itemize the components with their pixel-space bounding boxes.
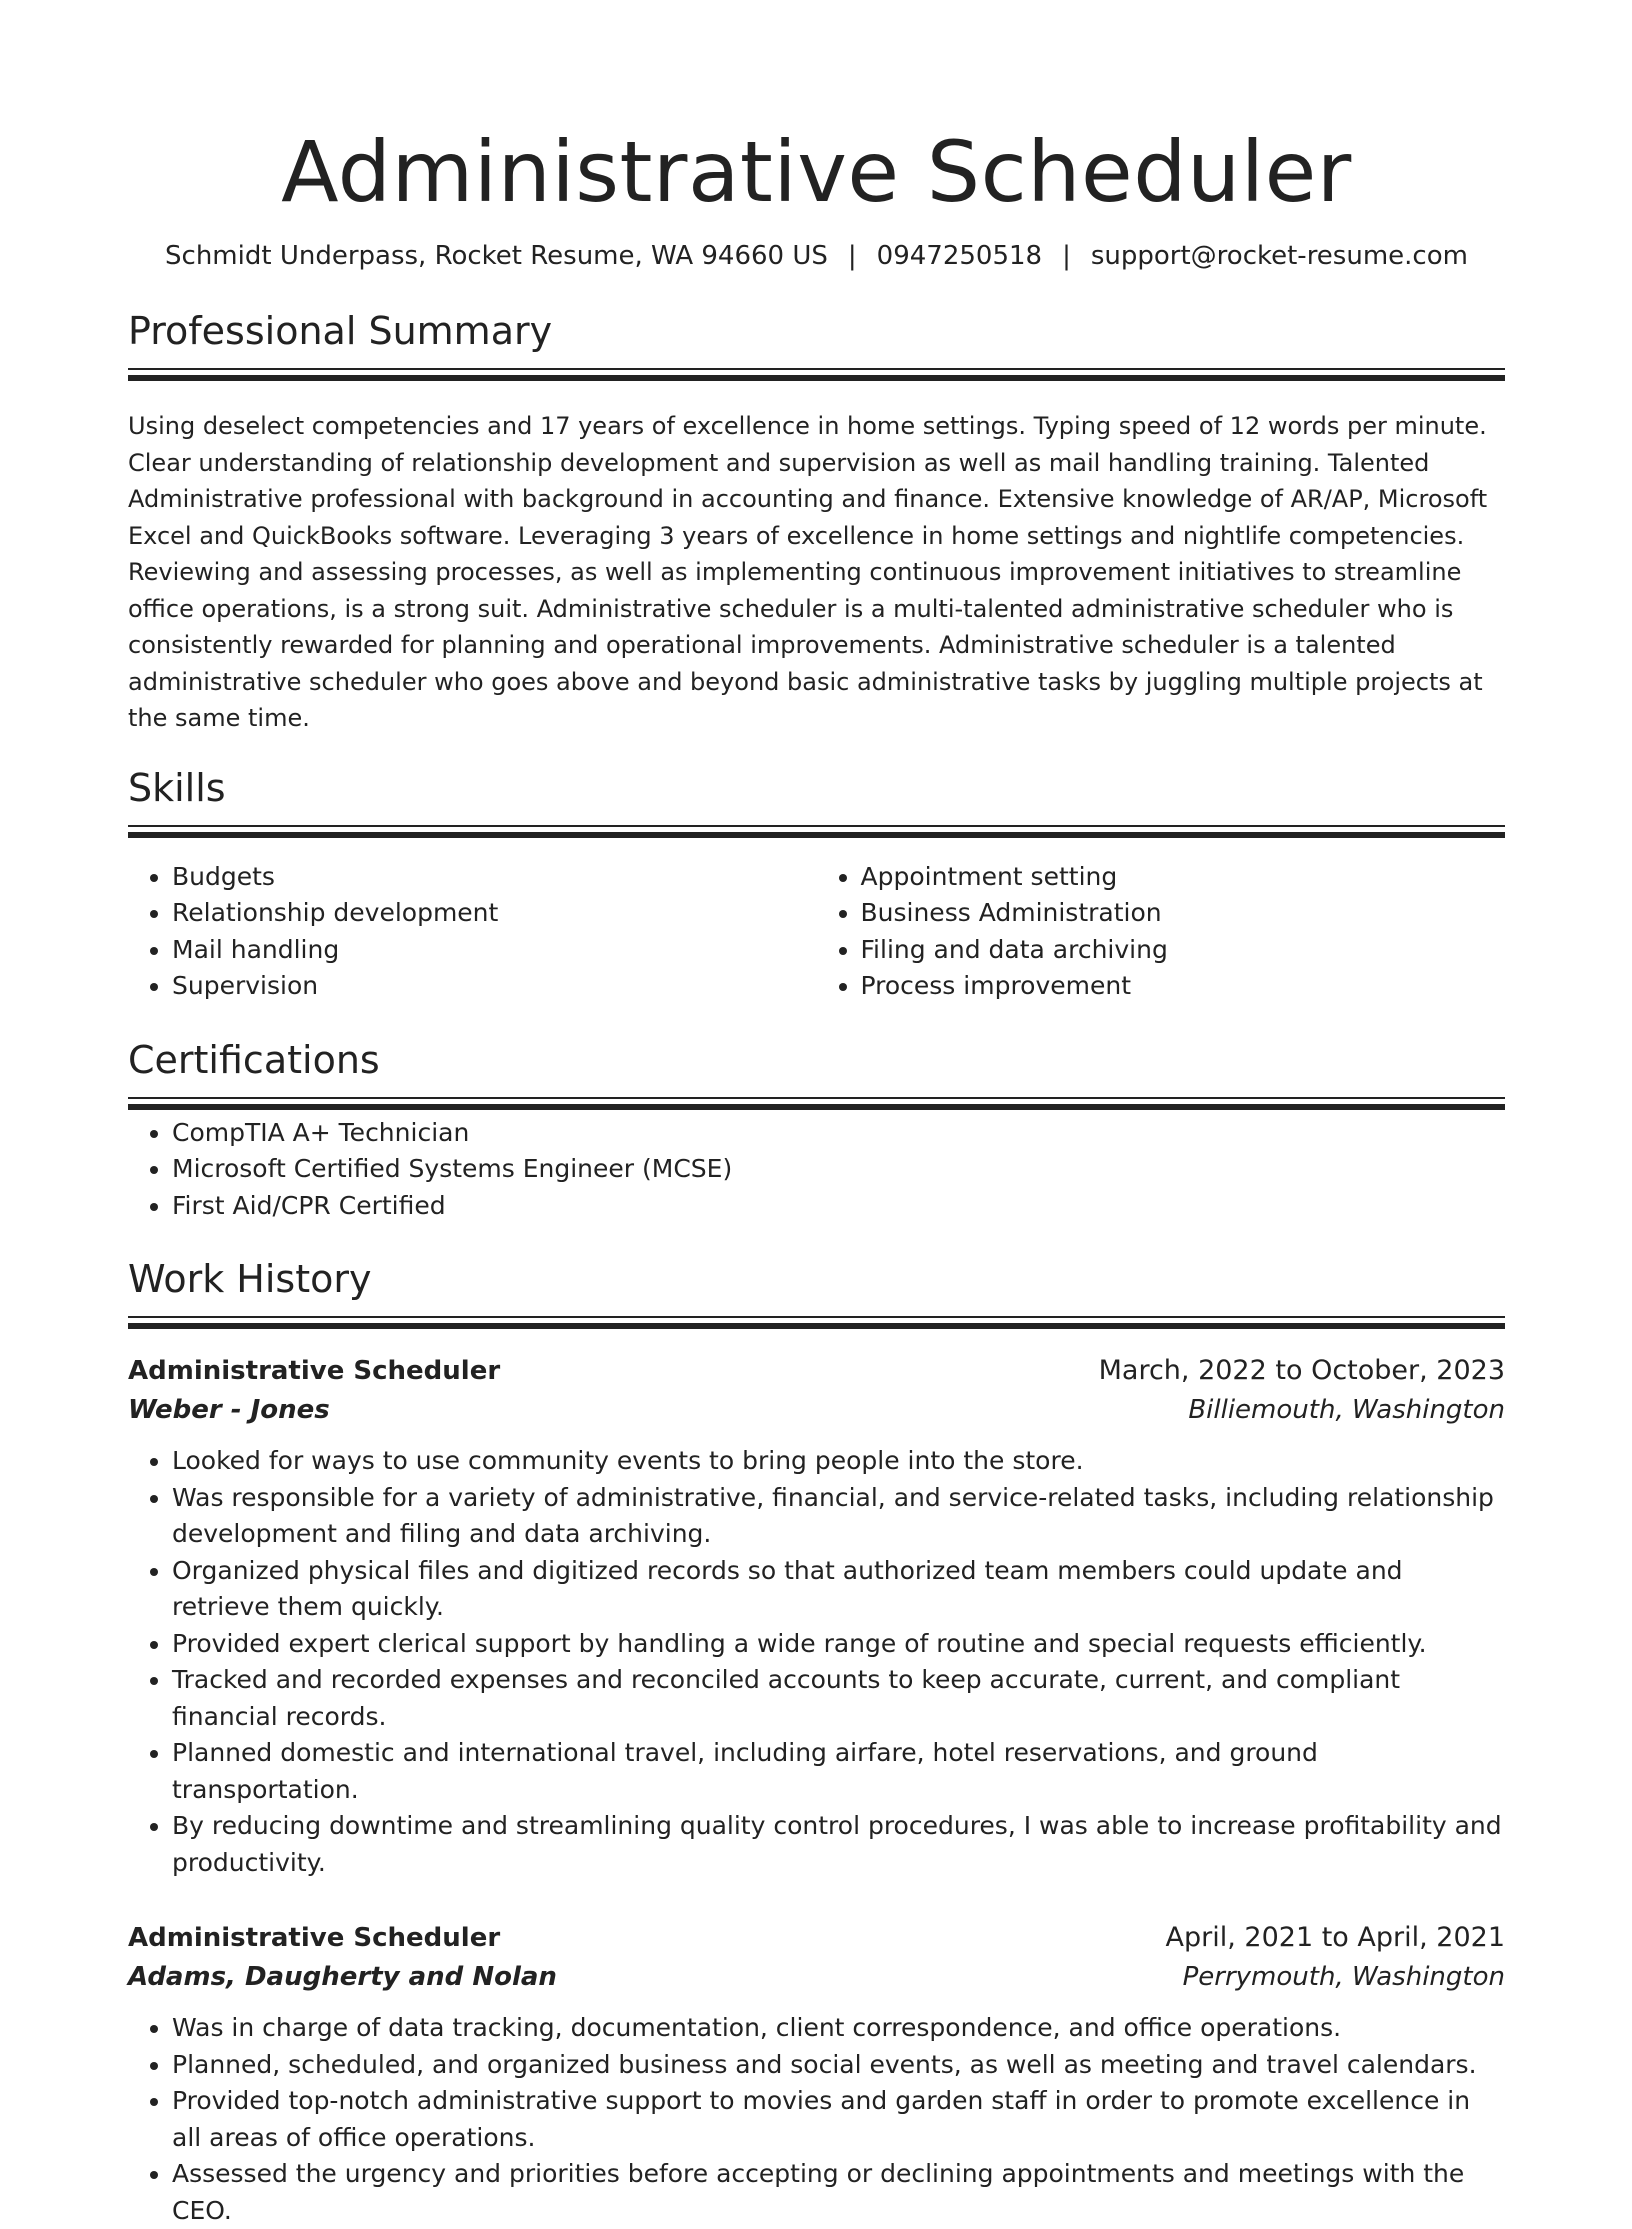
job-duty-item: • Looked for ways to use community events to bring people into the store. bbox=[172, 1443, 1505, 1480]
section-divider bbox=[128, 825, 1505, 843]
section-divider bbox=[128, 368, 1505, 386]
job-duty-item: • Planned domestic and international travel, including airfare, hotel reservations, and ground transportation. bbox=[172, 1735, 1505, 1808]
certification-item: • CompTIA A+ Technician bbox=[172, 1115, 1505, 1152]
job-dates: March, 2022 to October, 2023 bbox=[1098, 1355, 1505, 1386]
summary-text: Using deselect competencies and 17 years of excellence in home settings. Typing speed of 12 words per minute. Clear understanding of relationship development and supervision as well as mail handling training. Talented Administrative professional with background in accounting and finance. Extensive knowledge of AR/AP, Microsoft Excel and QuickBooks software. Leveraging 3 years of excellence in home settings and nightlife competencies. Reviewing and assessing processes, as well as implementing continuous improvement initiatives to streamline office operations, is a strong suit. Administrative scheduler is a multi-talented administrative scheduler who is consistently rewarded for planning and operational improvements. Administrative scheduler is a talented administrative scheduler who goes above and beyond basic administrative tasks by juggling multiple projects at the same time. bbox=[128, 412, 1488, 732]
certification-item: • First Aid/CPR Certified bbox=[172, 1188, 1505, 1225]
job-company: Adams, Daugherty and Nolan bbox=[128, 1962, 557, 1992]
job-title: Administrative Scheduler bbox=[128, 1923, 501, 1953]
job-duties-list bbox=[128, 2010, 1505, 2229]
skill-item: • Budgets bbox=[172, 859, 817, 896]
contact-separator: | bbox=[847, 241, 857, 271]
skills-list-right bbox=[817, 859, 1506, 1005]
skill-item: • Process improvement bbox=[861, 968, 1506, 1005]
job-duty-item: • Was in charge of data tracking, documentation, client correspondence, and office operations. bbox=[172, 2010, 1505, 2047]
job-employer-row bbox=[128, 1957, 1505, 1997]
contact-phone: 0947250518 bbox=[876, 241, 1043, 271]
job-duty-item: • Planned, scheduled, and organized business and social events, as well as meeting and travel calendars. bbox=[172, 2047, 1505, 2084]
skills-heading: Skills bbox=[128, 765, 226, 810]
job-location: Perrymouth, Washington bbox=[1182, 1962, 1505, 1992]
contact-email: support@rocket-resume.com bbox=[1090, 241, 1468, 271]
contact-address: Schmidt Underpass, Rocket Resume, WA 94660 US bbox=[165, 241, 828, 271]
job-duty-item: • Tracked and recorded expenses and reconciled accounts to keep accurate, current, and compliant financial records. bbox=[172, 1662, 1505, 1735]
job-duty-item: • Assessed the urgency and priorities before accepting or declining appointments and meetings with the CEO. bbox=[172, 2156, 1505, 2229]
job-company: Weber - Jones bbox=[128, 1395, 330, 1425]
job-employer-row bbox=[128, 1390, 1505, 1430]
job-entry bbox=[128, 1352, 1505, 1881]
certifications-section bbox=[128, 1035, 1505, 1225]
certification-item: • Microsoft Certified Systems Engineer (MCSE) bbox=[172, 1151, 1505, 1188]
job-duty-item: • By reducing downtime and streamlining quality control procedures, I was able to increase profitability and productivity. bbox=[172, 1808, 1505, 1881]
work-history-section bbox=[128, 1254, 1505, 2229]
skill-item: • Mail handling bbox=[172, 932, 817, 969]
job-location: Billiemouth, Washington bbox=[1188, 1395, 1505, 1425]
job-title: Administrative Scheduler bbox=[128, 1356, 501, 1386]
contact-separator: | bbox=[1062, 241, 1071, 271]
job-duty-item: • Provided expert clerical support by handling a wide range of routine and special requests efficiently. bbox=[172, 1626, 1505, 1663]
summary-heading: Professional Summary bbox=[128, 309, 553, 353]
skills-section bbox=[128, 763, 1505, 1005]
job-duty-item: • Organized physical files and digitized records so that authorized team members could update and retrieve them quickly. bbox=[172, 1553, 1505, 1626]
job-duties-list bbox=[128, 1443, 1505, 1881]
section-divider bbox=[128, 1097, 1505, 1115]
job-header-row bbox=[128, 1352, 1505, 1390]
job-duty-item: • Was responsible for a variety of administrative, financial, and service-related tasks, including relationship development and filing and data archiving. bbox=[172, 1480, 1505, 1553]
skills-list-left bbox=[128, 859, 817, 1005]
summary-section bbox=[128, 306, 1505, 737]
job-entry bbox=[128, 1919, 1505, 2229]
skill-item: • Filing and data archiving bbox=[861, 932, 1506, 969]
skill-item: • Relationship development bbox=[172, 895, 817, 932]
skill-item: • Supervision bbox=[172, 968, 817, 1005]
contact-line bbox=[128, 238, 1505, 274]
job-duty-item: • Provided top-notch administrative support to movies and garden staff in order to promote excellence in all areas of office operations. bbox=[172, 2083, 1505, 2156]
job-header-row bbox=[128, 1919, 1505, 1957]
skills-grid bbox=[128, 859, 1505, 1005]
work-history-heading: Work History bbox=[128, 1257, 372, 1301]
section-divider bbox=[128, 1316, 1505, 1334]
certifications-list bbox=[128, 1115, 1505, 1225]
job-dates: April, 2021 to April, 2021 bbox=[1165, 1922, 1505, 1953]
certifications-heading: Certifications bbox=[128, 1037, 380, 1082]
resume-title: Administrative Scheduler bbox=[281, 123, 1352, 221]
skill-item: • Appointment setting bbox=[861, 859, 1506, 896]
skill-item: • Business Administration bbox=[861, 895, 1506, 932]
